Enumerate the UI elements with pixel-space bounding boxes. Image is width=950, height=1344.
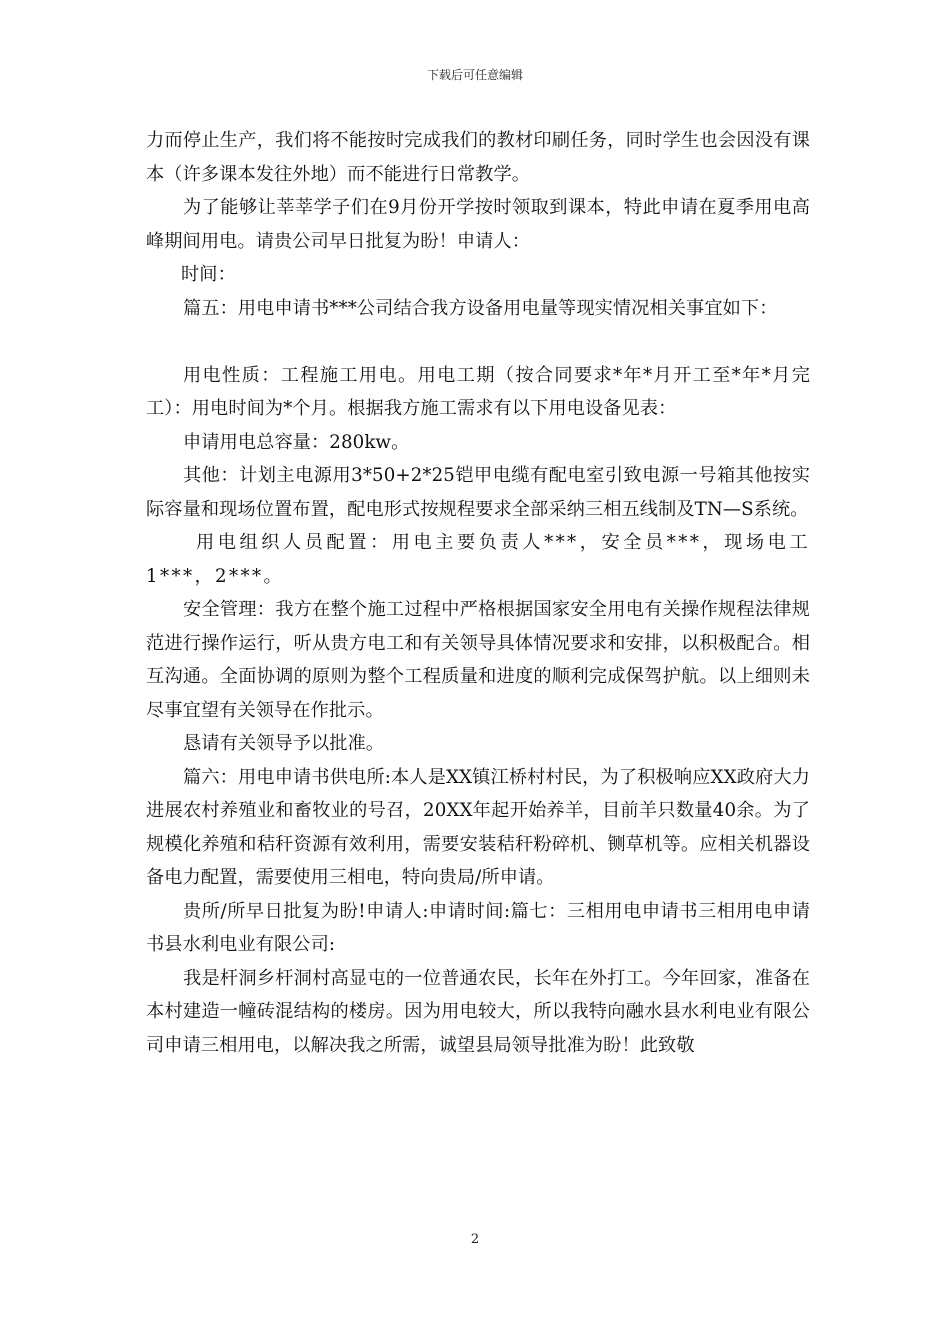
page-header: 下载后可任意编辑 <box>426 68 523 82</box>
paragraph-time: 时间： <box>181 264 236 285</box>
paragraph-safety: 安全管理：我方在整个施工过程中严格根据国家安全用电有关操作规程法律规范进行操作运行，听从贵方电工和有关领导具体情况要求和安排，以积极配合。相互沟通。全面协调的原则为整个工程质量和进度的顺利完成保驾护航。以上细则未尽事宜望有关领导在作批示。 <box>146 599 810 721</box>
paragraph-section-five: 篇五：用电申请书***公司结合我方设备用电量等现实情况相关事宜如下： <box>183 297 778 319</box>
paragraph-farmer-request: 我是杆洞乡杆洞村高显屯的一位普通农民，长年在外打工。今年回家，准备在本村建造一幢砖混结构的楼房。因为用电较大，所以我特向融水县水利电业有限公司申请三相用电，以解决我之所需，诚望县局领导批准为盼！此致敬 <box>146 967 810 1056</box>
paragraph-staffing: 用电组织人员配置：用电主要负责人***，安全员***，现场电工1***，2***。 <box>146 532 810 587</box>
paragraph-total-capacity: 申请用电总容量：280kw。 <box>183 431 410 453</box>
paragraph-section-seven: 贵所/所早日批复为盼!申请人:申请时间:篇七：三相用电申请书三相用电申请书县水利电业有限公司: <box>146 900 810 955</box>
document-body <box>146 124 810 1062</box>
paragraph-request: 为了能够让莘莘学子们在9月份开学按时领取到课本，特此申请在夏季用电高峰期间用电。请贵公司早日批复为盼！申请人： <box>146 197 810 252</box>
paragraph-continuation: 力而停止生产，我们将不能按时完成我们的教材印刷任务，同时学生也会因没有课本（许多课本发往外地）而不能进行日常教学。 <box>146 130 810 185</box>
paragraph-other: 其他：计划主电源用3*50+2*25铠甲电缆有配电室引致电源一号箱其他按实际容量和现场位置布置，配电形式按规程要求全部采纳三相五线制及TN—S系统。 <box>146 465 810 520</box>
paragraph-approval: 恳请有关领导予以批准。 <box>183 733 385 754</box>
paragraph-usage-nature: 用电性质：工程施工用电。用电工期（按合同要求*年*月开工至*年*月完工）：用电时间为*个月。根据我方施工需求有以下用电设备见表： <box>146 364 810 419</box>
paragraph-section-six: 篇六：用电申请书供电所:本人是XX镇江桥村村民，为了积极响应XX政府大力进展农村养殖业和畜牧业的号召，20XX年起开始养羊，目前羊只数量40余。为了规模化养殖和秸秆资源有效利用，需要安装秸秆粉碎机、铡草机等。应相关机器设备电力配置，需要使用三相电，特向贵局/所申请。 <box>146 766 810 888</box>
page-number: 2 <box>470 1232 480 1247</box>
paragraph-gap <box>146 325 810 359</box>
